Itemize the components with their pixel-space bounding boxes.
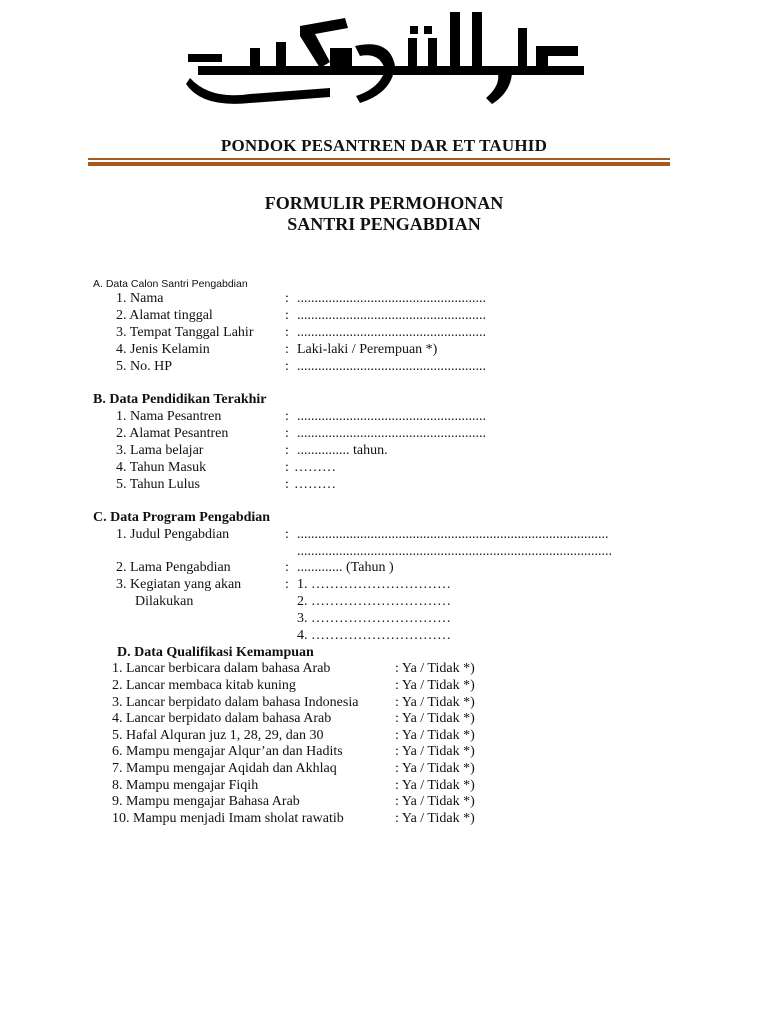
section-b-sep-4: : <box>285 460 289 475</box>
section-c-kegiatan-sep: : <box>285 577 289 592</box>
section-a-value-2[interactable]: ...................................................... <box>297 308 486 323</box>
section-c-lama-label: 2. Lama Pengabdian <box>116 560 231 575</box>
section-c-kegiatan-item-3[interactable]: 3. ………………………… <box>297 611 451 626</box>
dar-et-tauhid-calligraphy-logo <box>180 8 590 126</box>
section-b-value-3[interactable]: ............... tahun. <box>297 443 388 458</box>
section-c-judul-label: 1. Judul Pengabdian <box>116 527 230 542</box>
section-a-value-3[interactable]: ...................................................... <box>297 325 486 340</box>
section-b-label-5: 5. Tahun Lulus <box>116 477 200 492</box>
section-d-value-1[interactable]: : Ya / Tidak *) <box>395 661 475 676</box>
section-b-label-3: 3. Lama belajar <box>116 443 204 458</box>
section-d-label-7: 7. Mampu mengajar Aqidah dan Akhlaq <box>112 761 337 776</box>
section-a-label-1: 1. Nama <box>116 291 164 306</box>
section-a-heading: A. Data Calon Santri Pengabdian <box>93 278 248 290</box>
section-a-sep-2: : <box>285 308 289 323</box>
section-c-kegiatan-item-4[interactable]: 4. ………………………… <box>297 628 451 643</box>
section-a-value-4[interactable]: Laki-laki / Perempuan *) <box>297 342 438 357</box>
section-a-sep-4: : <box>285 342 289 357</box>
section-d-value-8[interactable]: : Ya / Tidak *) <box>395 778 475 793</box>
form-title-line1: FORMULIR PERMOHONAN <box>264 193 504 213</box>
section-c-lama-value[interactable]: ............. (Tahun ) <box>297 560 394 575</box>
section-a-label-3: 3. Tempat Tanggal Lahir <box>116 325 254 340</box>
section-c-kegiatan-label1: 3. Kegiatan yang akan <box>116 577 242 592</box>
section-b-label-1: 1. Nama Pesantren <box>116 409 222 424</box>
section-d-value-3[interactable]: : Ya / Tidak *) <box>395 695 475 710</box>
section-b-label-2: 2. Alamat Pesantren <box>116 426 229 441</box>
section-c-kegiatan-item-2[interactable]: 2. ………………………… <box>297 594 451 609</box>
section-d-label-4: 4. Lancar berpidato dalam bahasa Arab <box>112 711 332 726</box>
section-b-value-1[interactable]: ...................................................... <box>297 409 486 424</box>
section-a-label-2: 2. Alamat tinggal <box>116 308 213 323</box>
section-b-value-5[interactable]: ……… <box>294 477 336 492</box>
section-b-value-4[interactable]: ……… <box>294 460 336 475</box>
section-c-judul-line1[interactable]: ......................................................................................... <box>297 527 609 542</box>
section-a-value-5[interactable]: ...................................................... <box>297 359 486 374</box>
section-a-sep-1: : <box>285 291 289 306</box>
section-b-sep-5: : <box>285 477 289 492</box>
section-c-lama-sep: : <box>285 560 289 575</box>
section-d-value-7[interactable]: : Ya / Tidak *) <box>395 761 475 776</box>
section-d-value-6[interactable]: : Ya / Tidak *) <box>395 744 475 759</box>
section-d-value-2[interactable]: : Ya / Tidak *) <box>395 678 475 693</box>
section-b-sep-1: : <box>285 409 289 424</box>
section-d-value-10[interactable]: : Ya / Tidak *) <box>395 811 475 826</box>
header-divider-thin <box>88 158 670 160</box>
section-d-label-3: 3. Lancar berpidato dalam bahasa Indonesia <box>112 695 359 710</box>
form-title-line2: SANTRI PENGABDIAN <box>287 214 481 234</box>
section-a-sep-3: : <box>285 325 289 340</box>
section-b-sep-3: : <box>285 443 289 458</box>
section-d-label-6: 6. Mampu mengajar Alqur’an dan Hadits <box>112 744 343 759</box>
section-c-heading: C. Data Program Pengabdian <box>93 510 271 525</box>
section-d-label-9: 9. Mampu mengajar Bahasa Arab <box>112 794 300 809</box>
section-c-judul-line2[interactable]: .......................................................................................... <box>297 544 612 559</box>
section-d-label-8: 8. Mampu mengajar Fiqih <box>112 778 259 793</box>
section-b-value-2[interactable]: ...................................................... <box>297 426 486 441</box>
section-d-label-5: 5. Hafal Alquran juz 1, 28, 29, dan 30 <box>112 728 324 743</box>
header-divider-thick <box>88 162 670 166</box>
section-a-label-5: 5. No. HP <box>116 359 173 374</box>
section-d-value-9[interactable]: : Ya / Tidak *) <box>395 794 475 809</box>
institution-name: PONDOK PESANTREN DAR ET TAUHID <box>220 136 548 155</box>
section-d-value-5[interactable]: : Ya / Tidak *) <box>395 728 475 743</box>
section-a-sep-5: : <box>285 359 289 374</box>
section-d-label-10: 10. Mampu menjadi Imam sholat rawatib <box>112 811 344 826</box>
section-b-heading: B. Data Pendidikan Terakhir <box>93 392 267 407</box>
logo-text: دار التوحيد <box>382 120 388 121</box>
section-d-heading: D. Data Qualifikasi Kemampuan <box>117 645 314 660</box>
section-c-judul-sep: : <box>285 527 289 542</box>
section-c-kegiatan-label2: Dilakukan <box>135 594 194 609</box>
section-d-value-4[interactable]: : Ya / Tidak *) <box>395 711 475 726</box>
section-b-label-4: 4. Tahun Masuk <box>116 460 207 475</box>
section-c-kegiatan-item-1[interactable]: 1. ………………………… <box>297 577 451 592</box>
section-a-label-4: 4. Jenis Kelamin <box>116 342 210 357</box>
section-b-sep-2: : <box>285 426 289 441</box>
section-d-label-2: 2. Lancar membaca kitab kuning <box>112 678 296 693</box>
section-a-value-1[interactable]: ...................................................... <box>297 291 486 306</box>
section-d-label-1: 1. Lancar berbicara dalam bahasa Arab <box>112 661 331 676</box>
